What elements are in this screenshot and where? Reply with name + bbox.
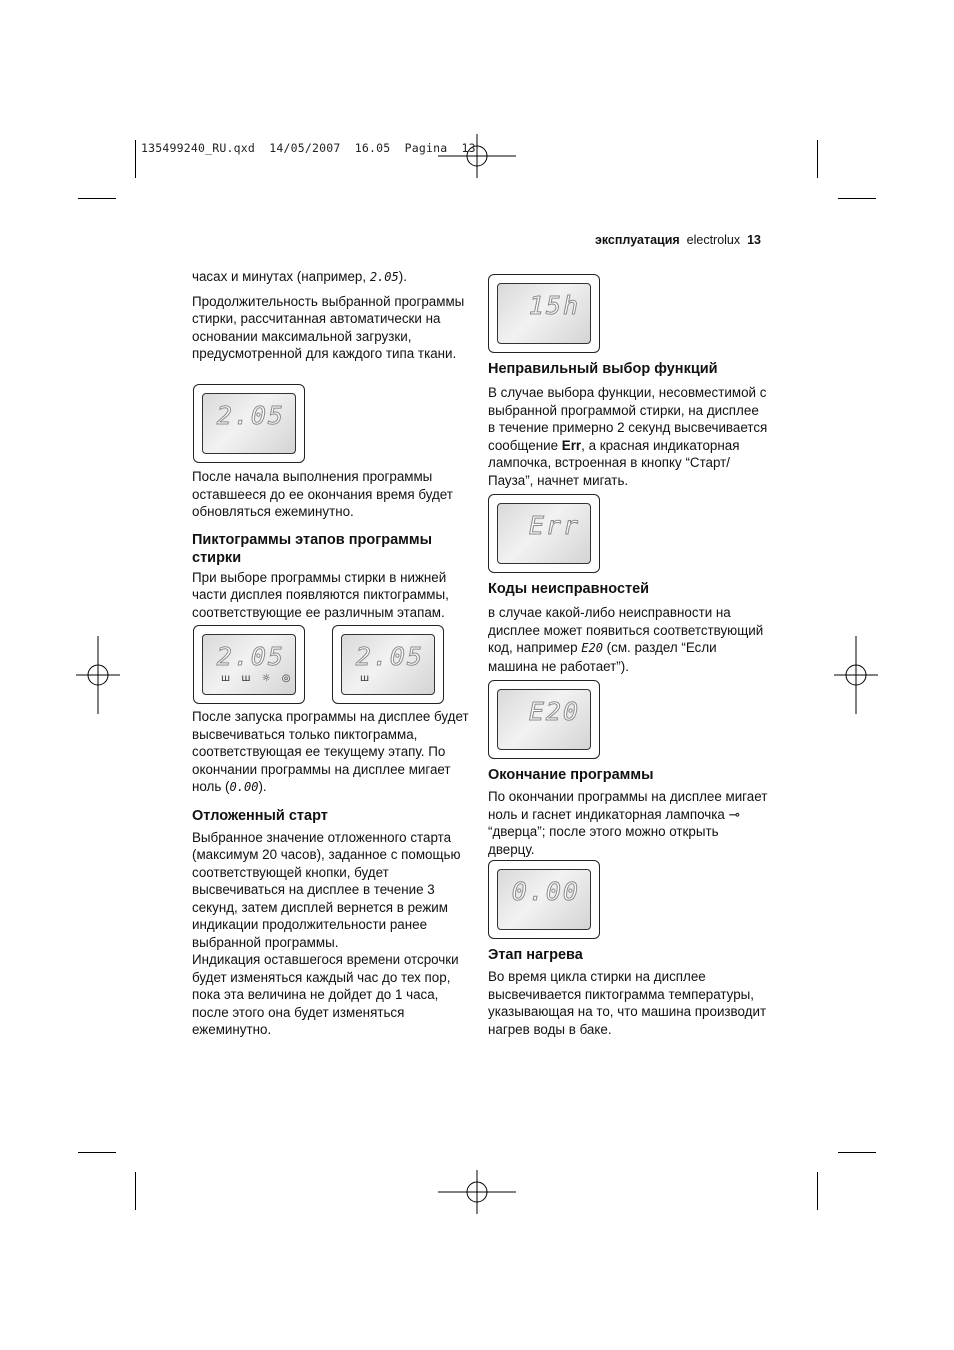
paragraph: Выбранное значение отложенного старта (максимум 20 часов), заданное с помощью соответствующей кнопки, будет высвечиваться на дисплее в течение 3 секунд, затем дисплей вернется в режим индикации продолжительности ранее выбранной программы. xyxy=(192,829,461,950)
display-image xyxy=(488,680,600,759)
display-readout: 2.05 xyxy=(216,642,285,671)
crop-mark xyxy=(838,198,876,199)
display-image xyxy=(193,625,305,704)
crop-mark xyxy=(78,198,116,199)
left-text-1 xyxy=(192,268,472,363)
right-text-1 xyxy=(488,360,768,489)
phase-icons: ш xyxy=(360,673,374,684)
paragraph: После запуска программы на дисплее будет высвечиваться только пиктограмма, соответствующая ее текущему этапу. По окончании программы на дисплее мигает ноль (0.00). xyxy=(192,709,469,794)
door-lock-icon: ⊸ xyxy=(728,806,740,822)
print-slug: 135499240_RU.qxd 14/05/2007 16.05 Pagina 13 xyxy=(141,141,476,155)
heading-wrong-selection: Неправильный выбор функций xyxy=(488,361,718,377)
paragraph: После начала выполнения программы оставшееся до ее окончания время будет обновляться ежеминутно. xyxy=(192,469,453,519)
display-readout: Err xyxy=(528,511,580,540)
paragraph: часах и минутах (например, 2.05). xyxy=(192,269,407,284)
crop-mark xyxy=(135,140,136,178)
crop-mark xyxy=(78,1152,116,1153)
page-number: 13 xyxy=(747,233,761,247)
crop-mark xyxy=(838,1152,876,1153)
left-text-3 xyxy=(192,708,472,1039)
display-image xyxy=(488,274,600,353)
heading-heating-phase: Этап нагрева xyxy=(488,947,583,963)
display-readout: 2.05 xyxy=(216,401,285,430)
paragraph: Во время цикла стирки на дисплее высвечивается пиктограмма температуры, указывающая на то, что машина производит нагрев воды в баке. xyxy=(488,969,767,1037)
paragraph: в случае какой-либо неисправности на дисплее может появиться соответствующий код, например E20 (см. раздел “Если машина не работает”). xyxy=(488,605,764,674)
right-text-3 xyxy=(488,766,768,858)
brand-name: electrolux xyxy=(686,233,741,247)
heading-program-end: Окончание программы xyxy=(488,767,654,783)
left-text-2 xyxy=(192,468,472,621)
display-image xyxy=(193,384,305,463)
display-readout: E20 xyxy=(528,697,580,726)
paragraph: При выборе программы стирки в нижней части дисплея появляются пиктограммы, соответствующие ее различным этапам. xyxy=(192,569,449,620)
heading-delay-start: Отложенный старт xyxy=(192,807,328,824)
heading-fault-codes: Коды неисправностей xyxy=(488,581,650,597)
paragraph: Продолжительность выбранной программы стирки, рассчитанная автоматически на основании максимальной загрузки, предусмотренной для каждого типа ткани. xyxy=(192,293,465,361)
right-text-2 xyxy=(488,580,768,675)
running-head xyxy=(595,233,761,247)
crop-mark xyxy=(135,1172,136,1210)
paragraph: По окончании программы на дисплее мигает ноль и гаснет индикаторная лампочка ⊸ “дверца”; после этого можно открыть дверцу. xyxy=(488,789,768,857)
paragraph: Индикация оставшегося времени отсрочки будет изменяться каждый час до тех пор, пока эта величина не дойдет до 1 часа, после этого она будет изменяться ежеминутно. xyxy=(192,952,459,1037)
crop-mark xyxy=(817,1172,818,1210)
registration-mark-bottom xyxy=(438,1170,516,1214)
crop-mark xyxy=(817,140,818,178)
phase-icons: ш ш ☼ ◎ xyxy=(221,673,295,684)
display-readout: 0.00 xyxy=(511,877,580,906)
right-text-4 xyxy=(488,946,768,1038)
registration-mark-right xyxy=(834,636,878,714)
registration-mark-left xyxy=(76,636,120,714)
display-readout: 2.05 xyxy=(355,642,424,671)
heading-pictograms: Пиктограммы этапов программы стирки xyxy=(192,531,432,566)
paragraph: В случае выбора функции, несовместимой с выбранной программой стирки, на дисплее в течение примерно 2 секунд высвечивается сообщение Err, а красная индикаторная лампочка, встроенная в кнопку “Старт/Пауза”, начнет мигать. xyxy=(488,385,768,488)
display-image xyxy=(488,860,600,939)
display-readout: 15h xyxy=(528,291,580,320)
display-image xyxy=(332,625,444,704)
section-name: эксплуатация xyxy=(594,233,680,247)
display-image xyxy=(488,494,600,573)
